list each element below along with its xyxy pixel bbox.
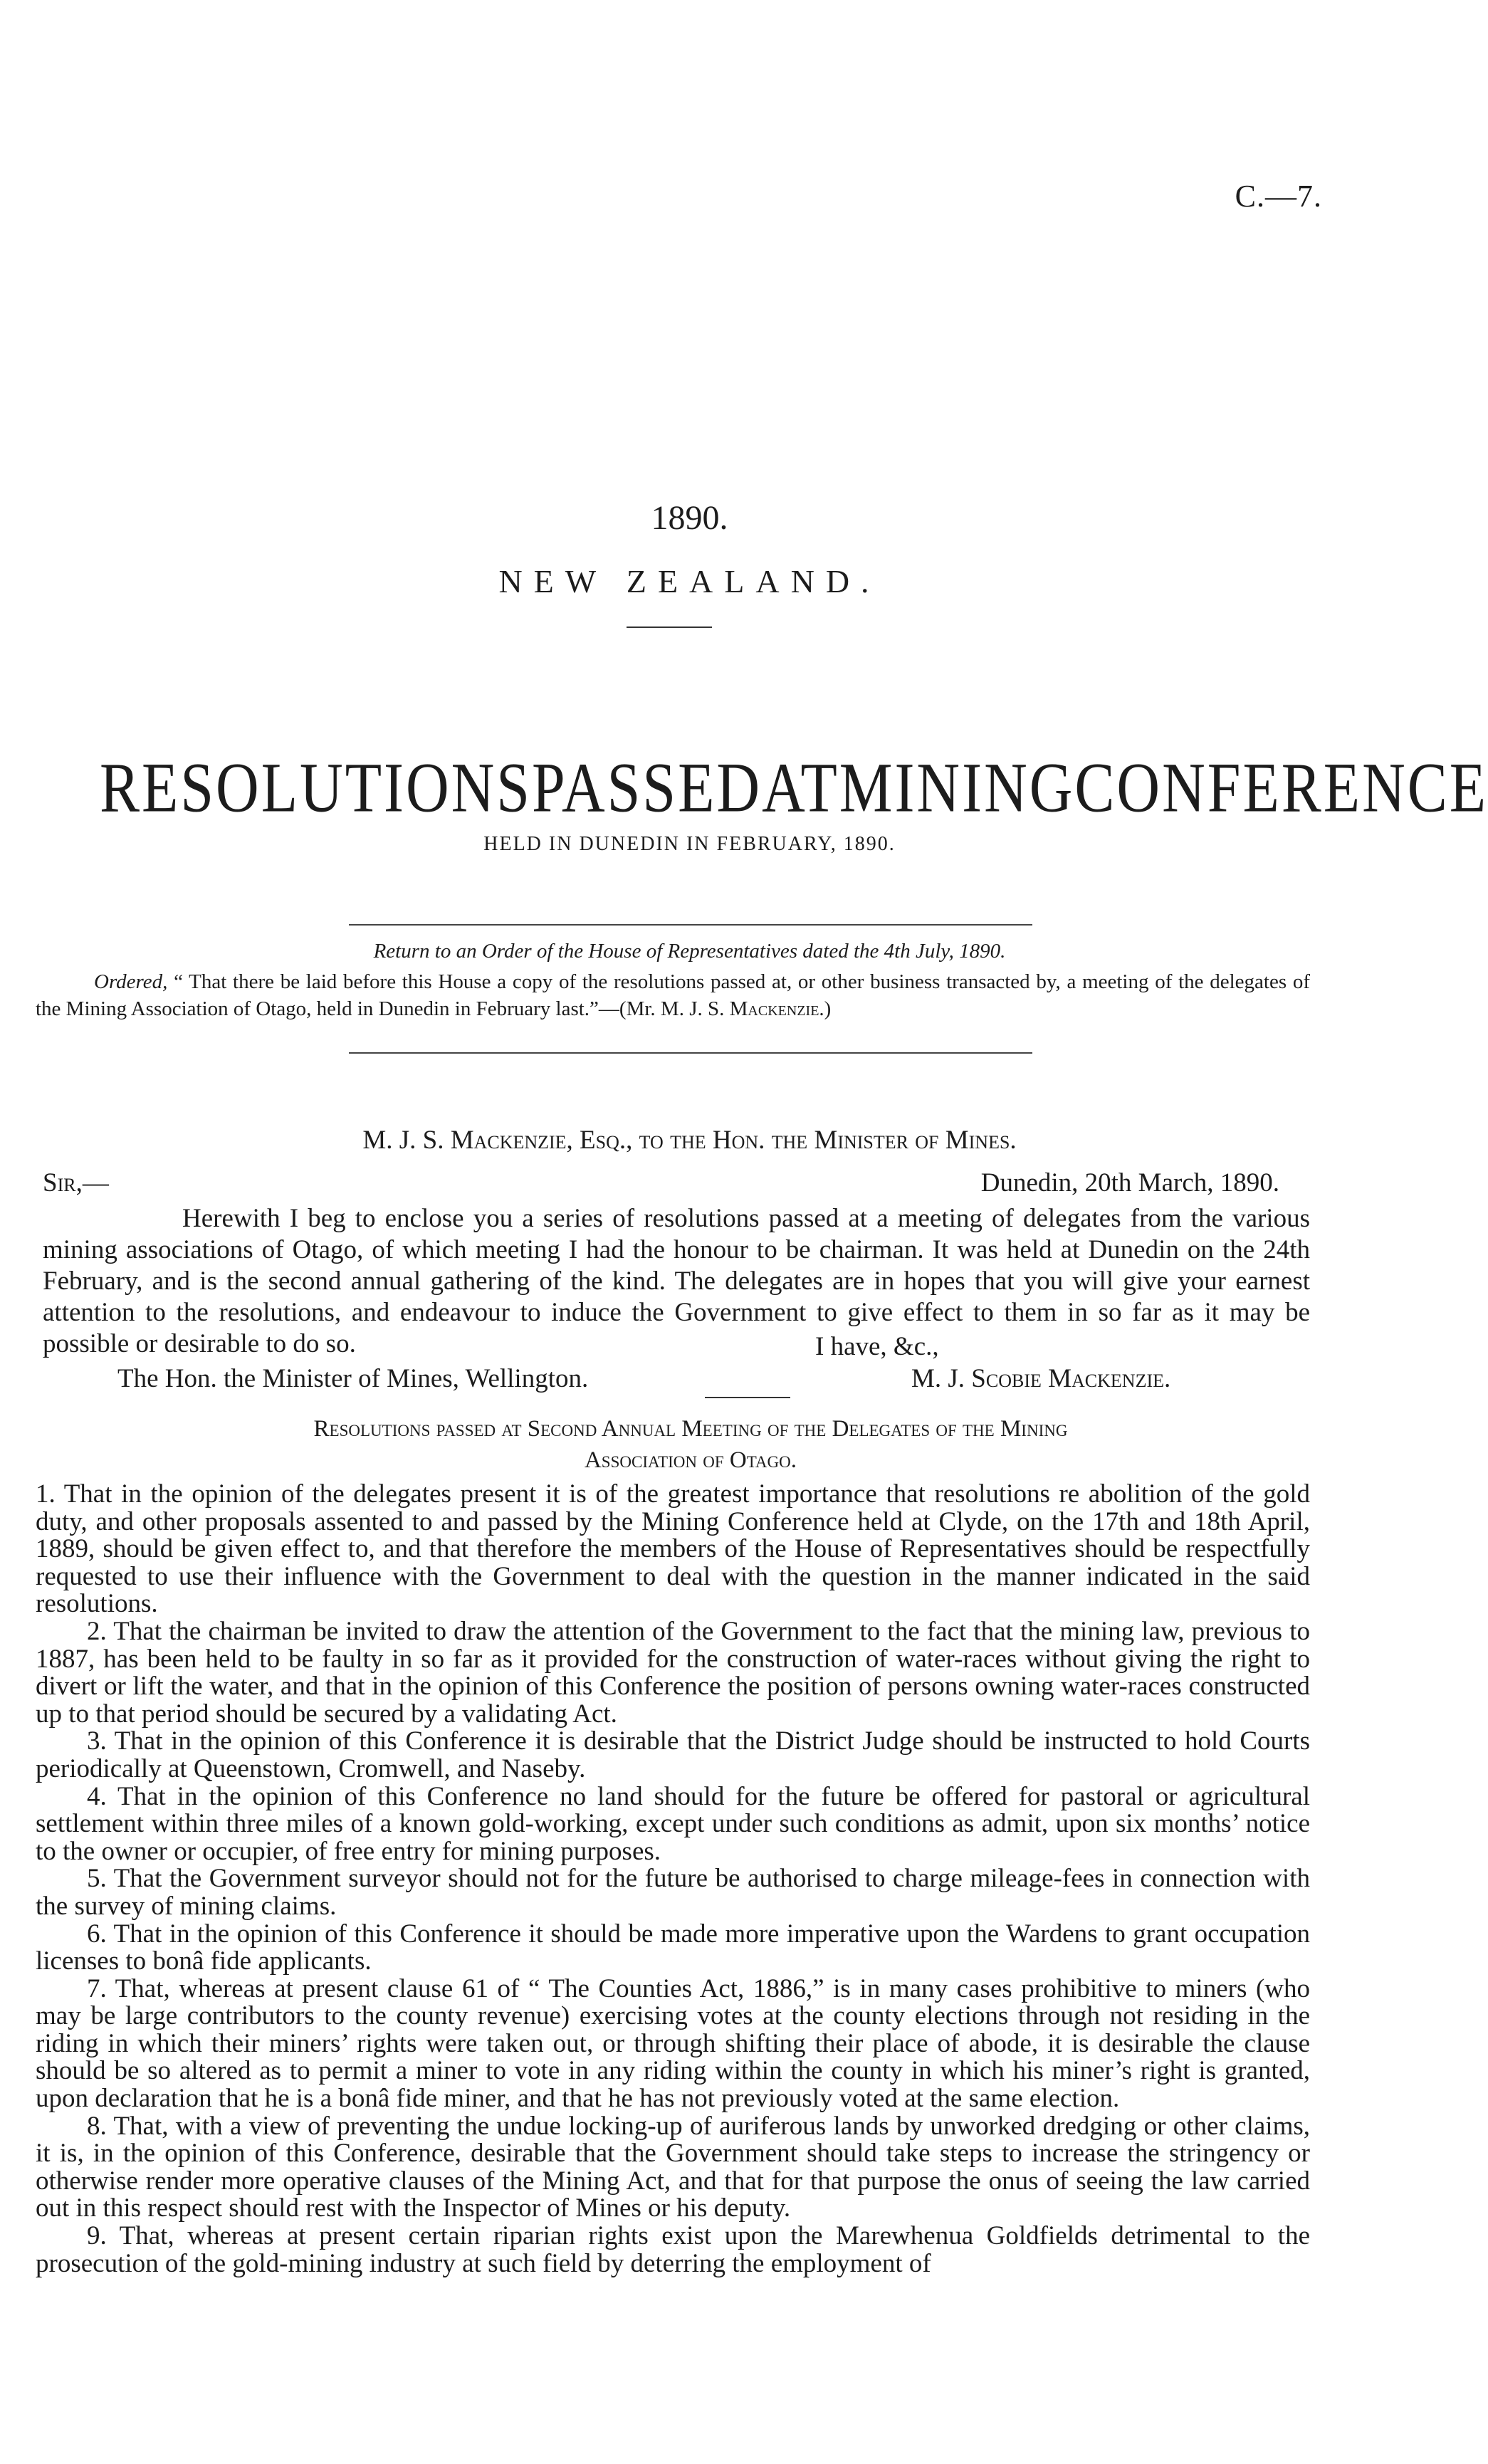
resolution-item: 2. That the chairman be invited to draw the attention of the Government to the fact that the mining law, previous to 1887, has been held to be faulty in so far as it provided for the construction of water-races without giving the right to divert or lift the water, and that in the opinion of this Conference the position of persons owning water-races constructed up to that period should be secured by a validating Act. xyxy=(36,1616,1310,1729)
divider xyxy=(349,924,1032,926)
letter-addressee: The Hon. the Minister of Mines, Wellington. xyxy=(117,1364,589,1393)
resolution-item: 5. That the Government surveyor should not for the future be authorised to charge mileage-fees in connection with the survey of mining claims. xyxy=(36,1864,1310,1921)
return-order-line: Return to an Order of the House of Representatives dated the 4th July, 1890. xyxy=(373,940,1006,963)
resolution-item: 3. That in the opinion of this Conference it is desirable that the District Judge should be instructed to hold Courts periodically at Queenstown, Cromwell, and Naseby. xyxy=(36,1726,1310,1783)
document-subtitle: HELD IN DUNEDIN IN FEBRUARY, 1890. xyxy=(483,833,896,855)
resolution-item: 8. That, with a view of preventing the undue locking-up of auriferous lands by unworked dredging or other claims, it is, in the opinion of this Conference, desirable that the Government should take steps to increase the stringency or otherwise render more operative clauses of the Mining Act, and that for that purpose the onus of seeing the law carried out in this respect should rest with the Inspector of Mines or his deputy. xyxy=(36,2111,1310,2223)
title-word: MINING xyxy=(839,749,1075,828)
page-code: C.—7. xyxy=(1235,179,1322,214)
letter-signature: M. J. Scobie Mackenzie. xyxy=(911,1364,1171,1393)
title-word: RESOLUTIONS xyxy=(100,749,533,828)
ordered-label: Ordered, xyxy=(94,970,168,993)
resolution-item: 4. That in the opinion of this Conference no land should for the future be offered for pastoral or agricultural settlement within three miles of a known gold-working, except under such conditions as admit, upon six months’ notice to the owner or occupier, of free entry for mining purposes. xyxy=(36,1781,1310,1866)
resolutions-heading-line: Resolutions passed at Second Annual Meeting of the Delegates of the Mining xyxy=(313,1416,1068,1442)
title-word: PASSED xyxy=(532,749,763,828)
ordered-name: Mackenzie xyxy=(729,997,819,1020)
letter-body: Herewith I beg to enclose you a series of resolutions passed at a meeting of delegates from the various mining associations of Otago, of which meeting I had the honour to be chairman. It was held at Dunedin on the 24th February, and is the second annual gathering of the kind. The delegates are in hopes that you will give your earnest attention to the resolutions, and endeavour to induce the Government to give effect to them in so far as it may be possible or desirable to do so. xyxy=(43,1204,1310,1358)
resolutions-heading xyxy=(85,1413,1296,1476)
letter-heading: M. J. S. Mackenzie, Esq., to the Hon. the Minister of Mines. xyxy=(362,1126,1017,1155)
document-year: 1890. xyxy=(651,499,728,537)
ordered-paragraph xyxy=(36,968,1310,1022)
resolution-item: 1. That in the opinion of the delegates present it is of the greatest importance that resolutions re abolition of the gold duty, and other proposals assented to and passed by the Mining Conference held at Clyde, on the 17th and 18th April, 1889, should be given effect to, and that therefore the members of the House of Representatives should be respectfully requested to use their influence with the Government to deal with the question in the manner indicated in the said resolutions. xyxy=(36,1479,1310,1619)
divider xyxy=(349,1052,1032,1054)
divider xyxy=(705,1397,790,1398)
ordered-end: .) xyxy=(819,997,832,1020)
country-heading: NEW ZEALAND. xyxy=(498,563,881,599)
title-word: CONFERENCE xyxy=(1074,749,1488,828)
resolution-item: 9. That, whereas at present certain riparian rights exist upon the Marewhenua Goldfields detrimental to the prosecution of the gold-mining industry at such field by deterring the employment of xyxy=(36,2221,1310,2278)
resolution-item: 7. That, whereas at present clause 61 of “ The Counties Act, 1886,” is in many cases prohibitive to miners (who may be large contributors to the county revenue) exercising votes at the county elections through not residing in the riding in which their miners’ rights were taken out, or through shifting their place of abode, it is desirable the clause should be so altered as to permit a miner to vote in any riding within the county in which his miner’s right is granted, upon declaration that he is a bonâ fide miner, and that he has not previously voted at the same election. xyxy=(36,1973,1310,2114)
letter-closing: I have, &c., xyxy=(815,1332,939,1361)
title-word: AT xyxy=(762,749,839,828)
letter-dateline: Dunedin, 20th March, 1890. xyxy=(980,1168,1279,1197)
ordered-text: “ That there be laid before this House a copy of the resolutions passed at, or other business transacted by, a meeting of the delegates of the Mining Association of Otago, held in Dunedin in February last.”—(Mr. M. J. S. xyxy=(36,970,1311,1020)
divider xyxy=(627,627,712,628)
salutation: Sir,— xyxy=(43,1168,109,1197)
resolution-item: 6. That in the opinion of this Conference it should be made more imperative upon the Wardens to grant occupation licenses to bonâ fide applicants. xyxy=(36,1919,1310,1976)
document-title xyxy=(100,748,1488,829)
resolutions-heading-line: Association of Otago. xyxy=(584,1447,797,1473)
resolutions-list xyxy=(36,1481,1310,2277)
